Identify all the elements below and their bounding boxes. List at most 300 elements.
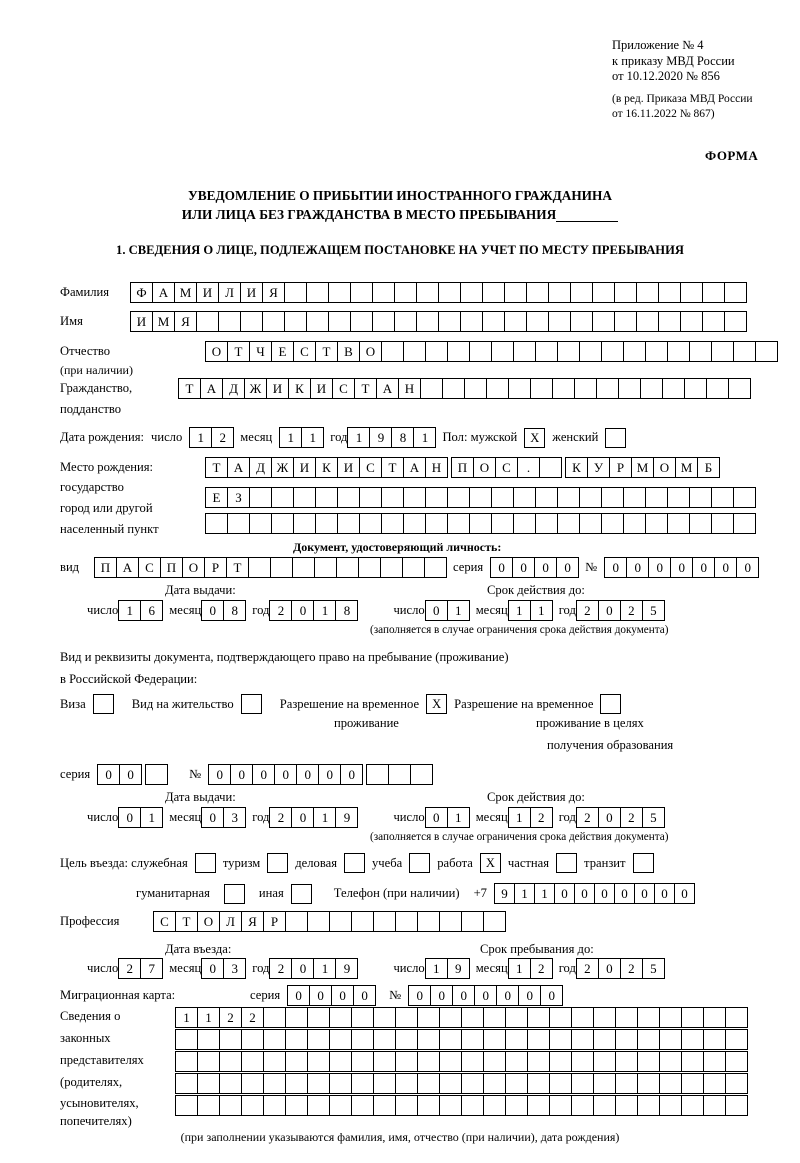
cell[interactable] (513, 341, 536, 362)
migration-series-input[interactable] (287, 985, 375, 1006)
cell[interactable]: Я (174, 311, 197, 332)
cell[interactable] (645, 513, 668, 534)
cell[interactable] (420, 378, 443, 399)
cell[interactable] (381, 341, 404, 362)
cell[interactable] (482, 311, 505, 332)
cell[interactable] (530, 378, 553, 399)
cell[interactable] (197, 1073, 220, 1094)
birthplace-input-line2[interactable] (205, 487, 755, 508)
cell[interactable] (728, 378, 751, 399)
cell[interactable] (336, 557, 359, 578)
cell[interactable]: 2 (118, 958, 141, 979)
cell[interactable]: 0 (408, 985, 431, 1006)
cell[interactable]: Ж (244, 378, 267, 399)
cell[interactable] (680, 311, 703, 332)
cell[interactable] (662, 378, 685, 399)
cell[interactable] (681, 1029, 704, 1050)
doc-valid-day-input[interactable] (425, 600, 469, 621)
cell[interactable]: 1 (530, 600, 553, 621)
cell[interactable]: 1 (175, 1007, 198, 1028)
cell[interactable] (615, 1095, 638, 1116)
cell[interactable]: Я (241, 911, 264, 932)
profession-input[interactable] (153, 911, 505, 932)
cell[interactable]: Б (697, 457, 720, 478)
cell[interactable] (549, 1095, 572, 1116)
cell[interactable]: 0 (274, 764, 297, 785)
cell[interactable] (733, 513, 756, 534)
cell[interactable]: 0 (208, 764, 231, 785)
cell[interactable] (667, 513, 690, 534)
cell[interactable]: 3 (223, 807, 246, 828)
cell[interactable] (442, 378, 465, 399)
cell[interactable]: Т (227, 341, 250, 362)
cell[interactable] (483, 1095, 506, 1116)
cell[interactable] (527, 1007, 550, 1028)
entry-month-input[interactable] (201, 958, 245, 979)
cell[interactable] (241, 1051, 264, 1072)
cell[interactable] (702, 282, 725, 303)
permit-valid-day-input[interactable] (425, 807, 469, 828)
cell[interactable]: 0 (670, 557, 693, 578)
cell[interactable]: 0 (598, 807, 621, 828)
cell[interactable] (513, 513, 536, 534)
cell[interactable] (373, 1073, 396, 1094)
cell[interactable]: 5 (642, 958, 665, 979)
cell[interactable] (307, 911, 330, 932)
cell[interactable] (285, 1051, 308, 1072)
cell[interactable]: 0 (309, 985, 332, 1006)
cell[interactable]: К (315, 457, 338, 478)
cell[interactable] (483, 1029, 506, 1050)
cell[interactable]: Н (398, 378, 421, 399)
cell[interactable] (579, 487, 602, 508)
cell[interactable]: М (631, 457, 654, 478)
cell[interactable] (271, 513, 294, 534)
cell[interactable] (196, 311, 219, 332)
cell[interactable]: П (451, 457, 474, 478)
cell[interactable]: 0 (692, 557, 715, 578)
cell[interactable] (724, 282, 747, 303)
cell[interactable]: 0 (556, 557, 579, 578)
cell[interactable] (460, 311, 483, 332)
cell[interactable] (615, 1051, 638, 1072)
cell[interactable]: 0 (430, 985, 453, 1006)
cell[interactable] (571, 1073, 594, 1094)
cell[interactable]: 0 (714, 557, 737, 578)
cell[interactable] (640, 378, 663, 399)
cell[interactable] (689, 341, 712, 362)
cell[interactable] (703, 1051, 726, 1072)
cell[interactable] (667, 487, 690, 508)
cell[interactable] (424, 557, 447, 578)
cell[interactable]: Д (222, 378, 245, 399)
sex-female-checkbox[interactable] (605, 428, 626, 448)
cell[interactable] (439, 1007, 462, 1028)
birth-month-input[interactable] (279, 427, 323, 448)
cell[interactable] (645, 487, 668, 508)
purpose-private-checkbox[interactable] (556, 853, 577, 873)
cell[interactable]: 1 (313, 600, 336, 621)
cell[interactable] (293, 513, 316, 534)
cell[interactable] (351, 1029, 374, 1050)
cell[interactable] (614, 311, 637, 332)
cell[interactable] (483, 1051, 506, 1072)
cell[interactable]: 0 (230, 764, 253, 785)
cell[interactable] (689, 487, 712, 508)
cell[interactable]: 9 (335, 958, 358, 979)
cell[interactable]: О (473, 457, 496, 478)
cell[interactable]: 2 (269, 600, 292, 621)
cell[interactable]: Р (609, 457, 632, 478)
cell[interactable] (486, 378, 509, 399)
cell[interactable] (725, 1095, 748, 1116)
cell[interactable]: Ж (271, 457, 294, 478)
cell[interactable] (755, 341, 778, 362)
cell[interactable]: 0 (97, 764, 120, 785)
cell[interactable]: Л (218, 282, 241, 303)
cell[interactable] (703, 1095, 726, 1116)
cell[interactable] (219, 1095, 242, 1116)
cell[interactable] (351, 1051, 374, 1072)
cell[interactable] (263, 1007, 286, 1028)
cell[interactable]: 1 (447, 807, 470, 828)
cell[interactable] (359, 513, 382, 534)
cell[interactable] (460, 282, 483, 303)
cell[interactable]: 0 (534, 557, 557, 578)
cell[interactable] (263, 1095, 286, 1116)
birth-year-input[interactable] (347, 427, 435, 448)
cell[interactable]: 2 (269, 807, 292, 828)
cell[interactable]: 1 (313, 958, 336, 979)
cell[interactable] (711, 341, 734, 362)
cell[interactable] (637, 1029, 660, 1050)
cell[interactable] (417, 1095, 440, 1116)
cell[interactable] (504, 311, 527, 332)
cell[interactable]: С (332, 378, 355, 399)
cell[interactable]: 8 (335, 600, 358, 621)
stay-month-input[interactable] (508, 958, 552, 979)
cell[interactable]: 0 (291, 958, 314, 979)
cell[interactable] (249, 487, 272, 508)
cell[interactable] (659, 1051, 682, 1072)
cell[interactable] (417, 1073, 440, 1094)
cell[interactable] (615, 1029, 638, 1050)
cell[interactable]: С (293, 341, 316, 362)
edu-residence-checkbox[interactable] (600, 694, 621, 714)
cell[interactable] (505, 1007, 528, 1028)
cell[interactable]: 0 (474, 985, 497, 1006)
cell[interactable] (329, 1029, 352, 1050)
cell[interactable] (557, 341, 580, 362)
cell[interactable]: Е (271, 341, 294, 362)
doc-number-input[interactable] (604, 557, 758, 578)
cell[interactable]: 5 (642, 600, 665, 621)
cell[interactable] (615, 1073, 638, 1094)
cell[interactable]: Ф (130, 282, 153, 303)
cell[interactable] (329, 1051, 352, 1072)
cell[interactable] (571, 1029, 594, 1050)
cell[interactable] (284, 311, 307, 332)
cell[interactable]: 2 (241, 1007, 264, 1028)
cell[interactable] (659, 1073, 682, 1094)
cell[interactable] (535, 341, 558, 362)
cell[interactable] (469, 341, 492, 362)
cell[interactable] (351, 1095, 374, 1116)
cell[interactable]: 0 (296, 764, 319, 785)
cell[interactable]: 0 (598, 958, 621, 979)
cell[interactable]: И (266, 378, 289, 399)
cell[interactable] (527, 1029, 550, 1050)
cell[interactable]: 2 (576, 807, 599, 828)
cell[interactable] (505, 1073, 528, 1094)
cell[interactable] (337, 513, 360, 534)
cell[interactable] (601, 341, 624, 362)
cell[interactable]: И (240, 282, 263, 303)
cell[interactable]: В (337, 341, 360, 362)
cell[interactable] (373, 1029, 396, 1050)
name-input[interactable] (130, 311, 746, 332)
permit-issue-day-input[interactable] (118, 807, 162, 828)
cell[interactable] (439, 1095, 462, 1116)
cell[interactable]: 5 (642, 807, 665, 828)
cell[interactable] (351, 1073, 374, 1094)
cell[interactable] (552, 378, 575, 399)
cell[interactable]: 0 (118, 807, 141, 828)
cell[interactable]: Ч (249, 341, 272, 362)
cell[interactable] (461, 911, 484, 932)
cell[interactable] (667, 341, 690, 362)
cell[interactable] (711, 513, 734, 534)
cell[interactable] (574, 378, 597, 399)
cell[interactable]: 0 (594, 883, 615, 904)
cell[interactable] (483, 1007, 506, 1028)
cell[interactable]: 7 (140, 958, 163, 979)
cell[interactable] (248, 557, 271, 578)
cell[interactable] (725, 1007, 748, 1028)
cell[interactable] (733, 341, 756, 362)
cell[interactable] (373, 1095, 396, 1116)
cell[interactable] (482, 282, 505, 303)
cell[interactable] (219, 1029, 242, 1050)
cell[interactable] (175, 1029, 198, 1050)
cell[interactable]: О (205, 341, 228, 362)
cell[interactable]: 0 (291, 600, 314, 621)
cell[interactable]: 1 (279, 427, 302, 448)
cell[interactable] (329, 1073, 352, 1094)
cell[interactable] (636, 311, 659, 332)
birthplace-input-line3[interactable] (205, 513, 755, 534)
cell[interactable] (306, 311, 329, 332)
cell[interactable] (637, 1051, 660, 1072)
cell[interactable] (618, 378, 641, 399)
cell[interactable] (219, 1073, 242, 1094)
cell[interactable] (351, 911, 374, 932)
cell[interactable]: 1 (514, 883, 535, 904)
cell[interactable]: С (359, 457, 382, 478)
visa-checkbox[interactable] (93, 694, 114, 714)
cell[interactable]: П (160, 557, 183, 578)
cell[interactable]: 0 (201, 600, 224, 621)
cell[interactable] (659, 1029, 682, 1050)
cell[interactable] (402, 557, 425, 578)
cell[interactable]: К (288, 378, 311, 399)
cell[interactable] (395, 1095, 418, 1116)
cell[interactable] (395, 1029, 418, 1050)
purpose-humanitarian-checkbox[interactable] (224, 884, 245, 904)
cell[interactable] (535, 487, 558, 508)
cell[interactable] (491, 341, 514, 362)
cell[interactable] (570, 311, 593, 332)
cell[interactable]: 0 (518, 985, 541, 1006)
cell[interactable]: 9 (447, 958, 470, 979)
cell[interactable] (658, 311, 681, 332)
purpose-service-checkbox[interactable] (195, 853, 216, 873)
cell[interactable] (337, 487, 360, 508)
purpose-study-checkbox[interactable] (409, 853, 430, 873)
cell[interactable] (548, 311, 571, 332)
cell[interactable] (439, 911, 462, 932)
cell[interactable] (380, 557, 403, 578)
cell[interactable] (703, 1029, 726, 1050)
cell[interactable]: И (196, 282, 219, 303)
legal-rep-input-line2[interactable] (175, 1029, 747, 1050)
cell[interactable]: И (337, 457, 360, 478)
doc-issue-year-input[interactable] (269, 600, 357, 621)
cell[interactable]: 2 (576, 958, 599, 979)
cell[interactable]: 0 (452, 985, 475, 1006)
cell[interactable] (314, 557, 337, 578)
cell[interactable]: 1 (313, 807, 336, 828)
cell[interactable]: Т (226, 557, 249, 578)
cell[interactable] (689, 513, 712, 534)
cell[interactable]: Т (205, 457, 228, 478)
cell[interactable] (508, 378, 531, 399)
cell[interactable] (461, 1095, 484, 1116)
cell[interactable] (381, 513, 404, 534)
cell[interactable] (315, 487, 338, 508)
permit-valid-month-input[interactable] (508, 807, 552, 828)
phone-input[interactable] (494, 883, 694, 904)
cell[interactable]: 0 (614, 883, 635, 904)
cell[interactable] (491, 487, 514, 508)
cell[interactable] (491, 513, 514, 534)
permit-valid-year-input[interactable] (576, 807, 664, 828)
cell[interactable]: Т (315, 341, 338, 362)
cell[interactable] (241, 1073, 264, 1094)
cell[interactable] (549, 1051, 572, 1072)
cell[interactable] (505, 1029, 528, 1050)
cell[interactable]: 1 (508, 600, 531, 621)
legal-rep-input-line1[interactable] (175, 1007, 747, 1028)
cell[interactable] (549, 1007, 572, 1028)
cell[interactable]: Д (249, 457, 272, 478)
cell[interactable] (539, 457, 562, 478)
cell[interactable]: 1 (301, 427, 324, 448)
cell[interactable] (197, 1029, 220, 1050)
cell[interactable]: А (227, 457, 250, 478)
cell[interactable]: 1 (447, 600, 470, 621)
cell[interactable] (263, 1073, 286, 1094)
cell[interactable] (262, 311, 285, 332)
cell[interactable] (270, 557, 293, 578)
cell[interactable]: Т (354, 378, 377, 399)
legal-rep-input-line3[interactable] (175, 1051, 747, 1072)
cell[interactable] (549, 1029, 572, 1050)
cell[interactable] (307, 1051, 330, 1072)
cell[interactable] (571, 1051, 594, 1072)
cell[interactable] (359, 487, 382, 508)
cell[interactable]: 0 (287, 985, 310, 1006)
cell[interactable] (681, 1073, 704, 1094)
cell[interactable] (284, 282, 307, 303)
cell[interactable] (549, 1073, 572, 1094)
cell[interactable] (527, 1095, 550, 1116)
cell[interactable] (403, 341, 426, 362)
cell[interactable]: 0 (512, 557, 535, 578)
cell[interactable] (535, 513, 558, 534)
cell[interactable] (197, 1095, 220, 1116)
cell[interactable] (461, 1073, 484, 1094)
cell[interactable] (439, 1051, 462, 1072)
cell[interactable] (636, 282, 659, 303)
cell[interactable] (372, 311, 395, 332)
cell[interactable]: А (403, 457, 426, 478)
cell[interactable]: 2 (620, 958, 643, 979)
cell[interactable] (205, 513, 228, 534)
cell[interactable]: 9 (369, 427, 392, 448)
cell[interactable]: 1 (508, 958, 531, 979)
cell[interactable]: 0 (736, 557, 759, 578)
cell[interactable] (438, 311, 461, 332)
cell[interactable] (725, 1029, 748, 1050)
purpose-business-checkbox[interactable] (344, 853, 365, 873)
purpose-tourism-checkbox[interactable] (267, 853, 288, 873)
cell[interactable] (285, 1095, 308, 1116)
cell[interactable] (702, 311, 725, 332)
cell[interactable] (395, 1007, 418, 1028)
cell[interactable] (469, 513, 492, 534)
cell[interactable]: С (153, 911, 176, 932)
cell[interactable]: О (653, 457, 676, 478)
doc-valid-year-input[interactable] (576, 600, 664, 621)
cell[interactable] (593, 1051, 616, 1072)
cell[interactable] (548, 282, 571, 303)
cell[interactable] (410, 764, 433, 785)
cell[interactable] (329, 1095, 352, 1116)
cell[interactable]: Т (178, 378, 201, 399)
cell[interactable] (570, 282, 593, 303)
cell[interactable]: О (182, 557, 205, 578)
cell[interactable]: 0 (201, 807, 224, 828)
cell[interactable]: М (675, 457, 698, 478)
cell[interactable] (394, 282, 417, 303)
cell[interactable] (175, 1095, 198, 1116)
cell[interactable]: О (359, 341, 382, 362)
cell[interactable]: 0 (674, 883, 695, 904)
cell[interactable]: 1 (197, 1007, 220, 1028)
cell[interactable] (328, 311, 351, 332)
cell[interactable] (447, 341, 470, 362)
cell[interactable] (227, 513, 250, 534)
cell[interactable] (358, 557, 381, 578)
cell[interactable]: О (197, 911, 220, 932)
entry-year-input[interactable] (269, 958, 357, 979)
cell[interactable] (505, 1095, 528, 1116)
cell[interactable]: 0 (554, 883, 575, 904)
cell[interactable]: 0 (331, 985, 354, 1006)
cell[interactable]: 0 (634, 883, 655, 904)
cell[interactable]: 0 (490, 557, 513, 578)
